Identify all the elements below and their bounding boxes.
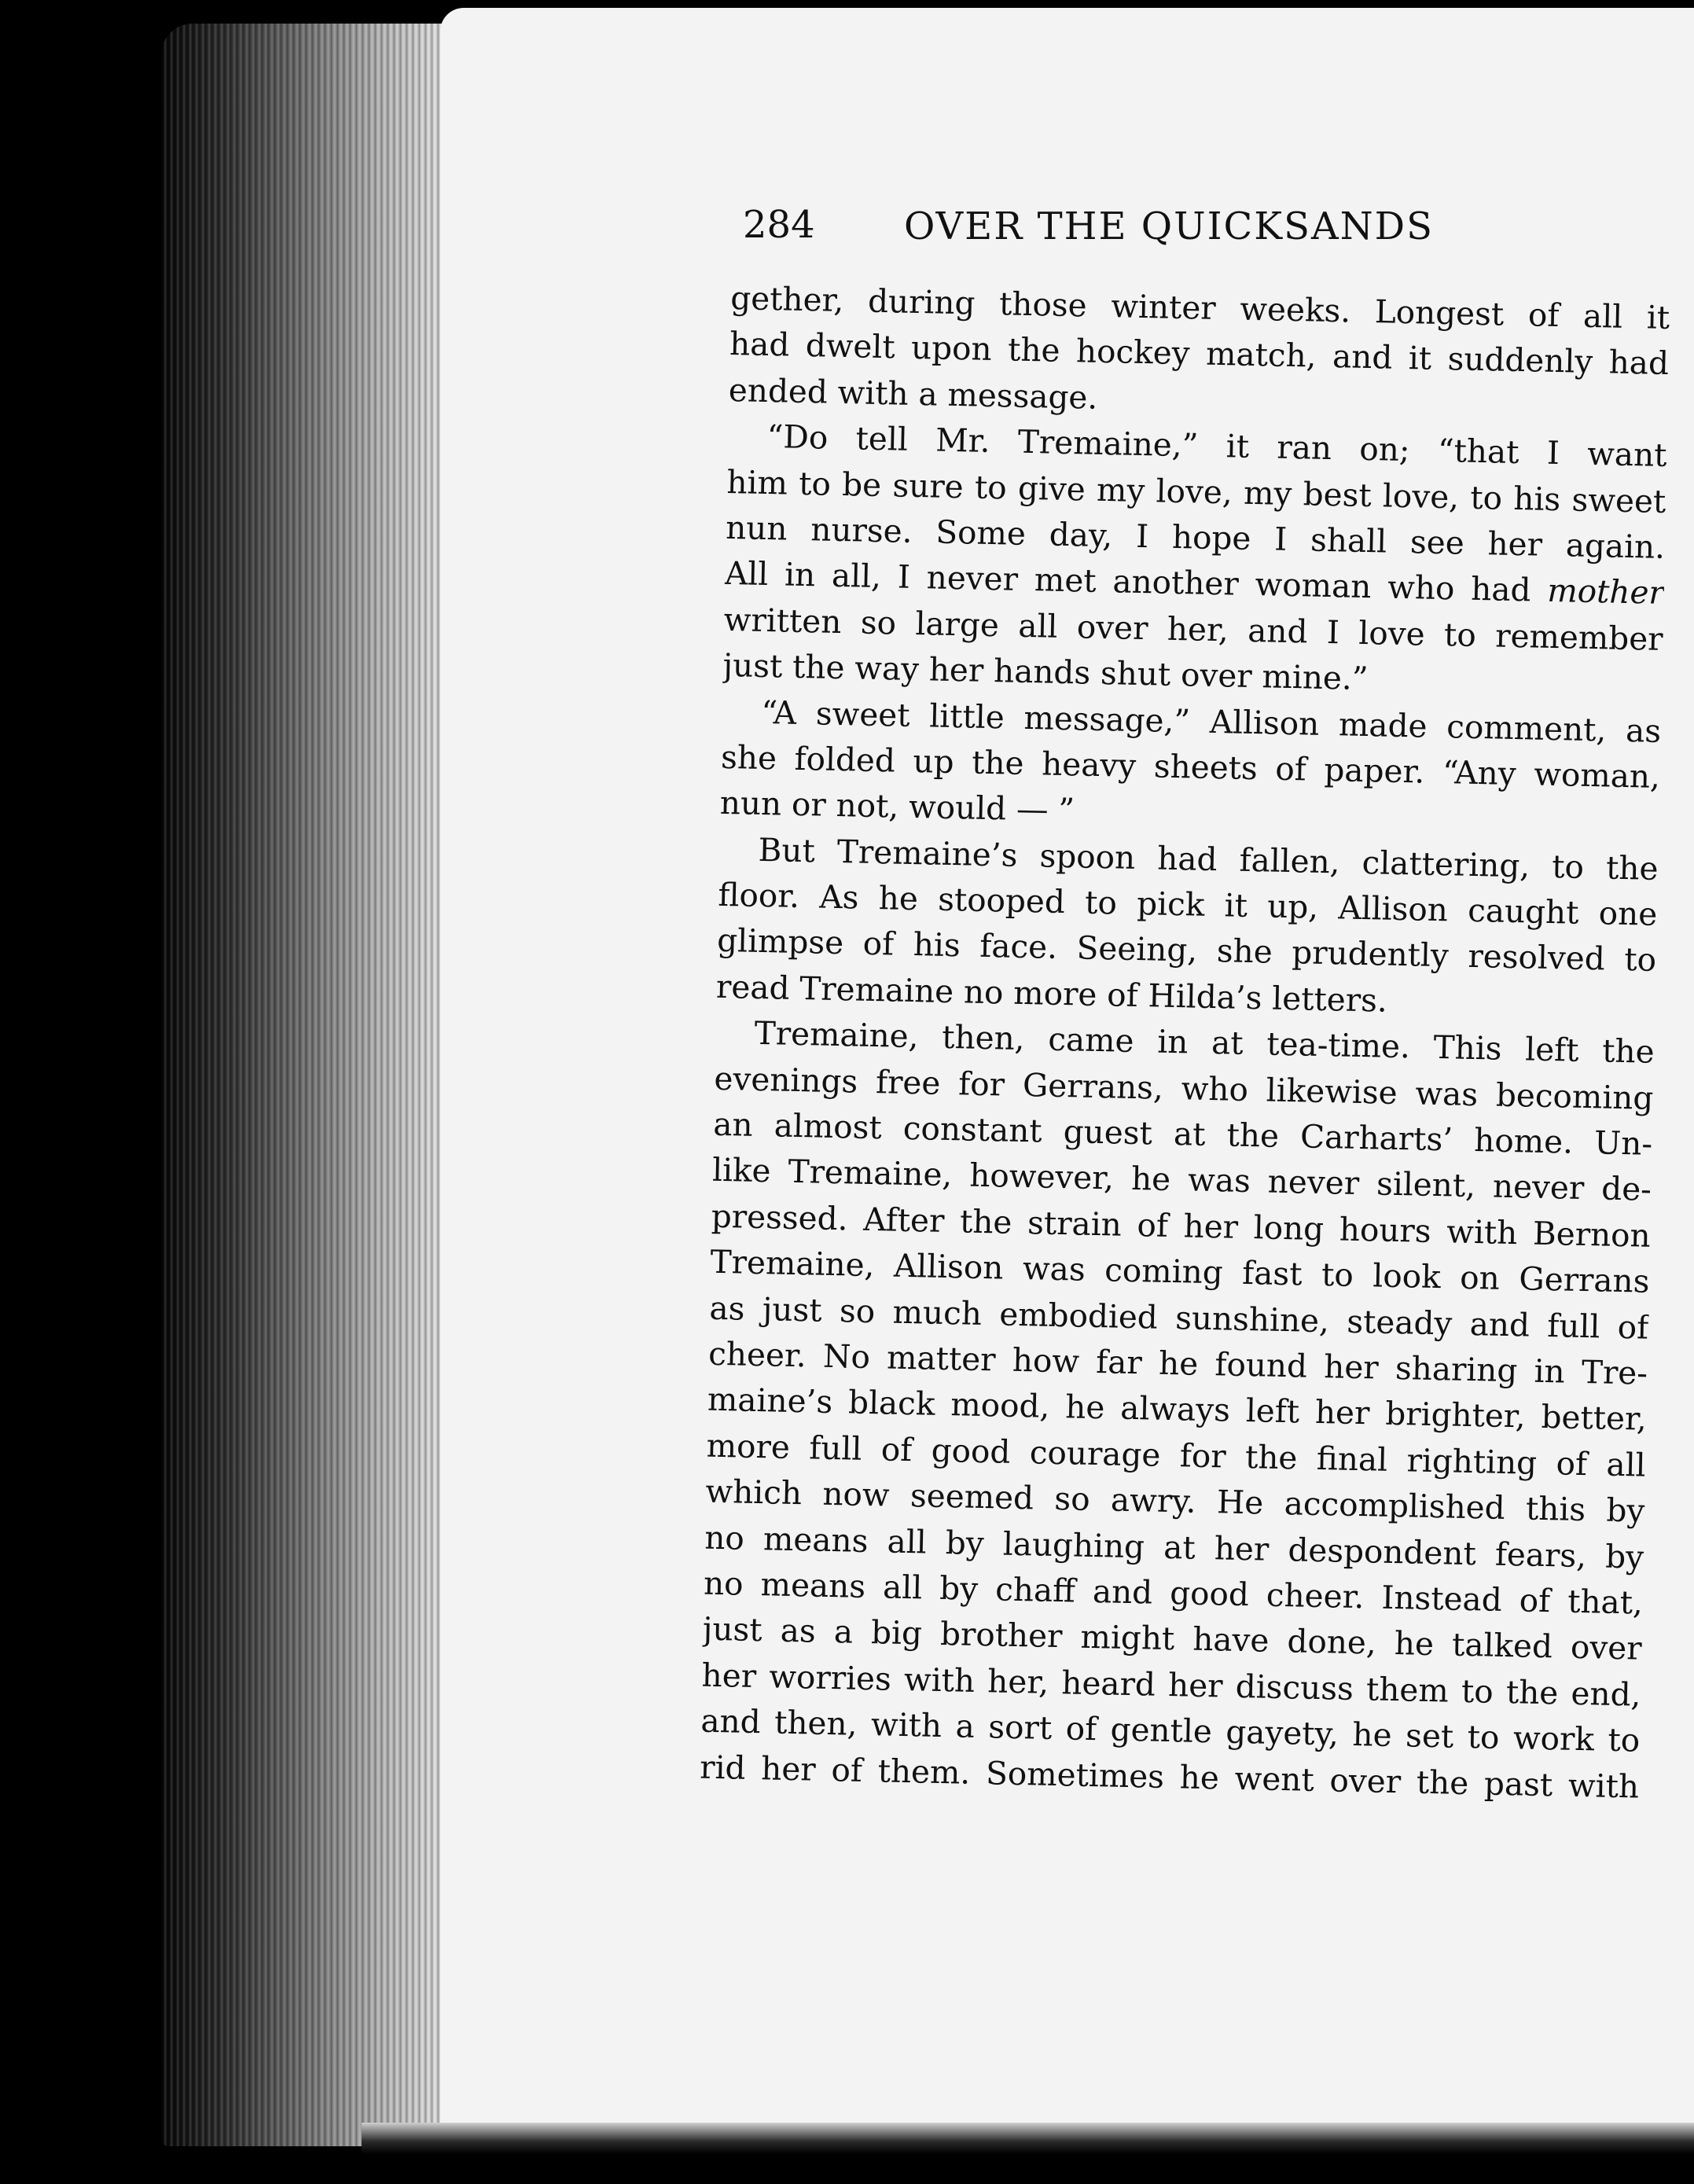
text-line: “Do tell Mr. Tremaine,” it ran on; “that I want — [766, 417, 1667, 475]
text-line: and then, with a sort of gentle gayety, he set to work to — [700, 1701, 1641, 1759]
text-line: gether, during those winter weeks. Longest of all it — [729, 278, 1670, 337]
text-line: just the way her hands shut over mine.” — [722, 646, 1369, 698]
italic-word: mother — [1546, 572, 1665, 612]
body-text — [700, 275, 1670, 1809]
text-line: an almost constant guest at the Carharts’ home. Un- — [712, 1105, 1653, 1163]
text-line: “A sweet little message,” Allison made comment, as — [760, 693, 1662, 750]
text-line: But Tremaine’s spoon had fallen, clattering, to the — [758, 830, 1659, 888]
page-number: 284 — [743, 203, 815, 247]
text-line: nun or not, would — ” — [719, 784, 1075, 829]
text-line: read Tremaine no more of Hilda’s letters. — [715, 967, 1388, 1020]
running-title: OVER THE QUICKSANDS — [904, 204, 1435, 248]
text-line: cheer. No matter how far he found her sharing in Tre- — [707, 1334, 1648, 1392]
text-line: pressed. After the strain of her long hours with Bernon — [711, 1197, 1652, 1255]
text-line: written so large all over her, and I love to remember — [723, 600, 1664, 658]
text-line: as just so much embodied sunshine, steady and full of — [708, 1289, 1649, 1347]
text-line: Tremaine, then, came in at tea-time. This left the — [754, 1014, 1655, 1072]
text-line: just as a big brother might have done, he talked over — [702, 1609, 1643, 1667]
text-line: she folded up the heavy sheets of paper. “Any woman, — [720, 737, 1661, 796]
text-line: rid her of them. Sometimes he went over the past with — [699, 1748, 1640, 1806]
text-line: him to be sure to give my love, my best love, to his sweet — [726, 462, 1666, 520]
text-line: more full of good courage for the final righting of all — [706, 1426, 1647, 1484]
text-line: evenings free for Gerrans, who likewise was becoming — [714, 1059, 1654, 1117]
text-line: no means all by laughing at her despondent fears, by — [704, 1518, 1644, 1576]
text-line: Tremaine, Allison was coming fast to look on Gerrans — [710, 1242, 1650, 1300]
text-line: like Tremaine, however, he was never silent, never de- — [711, 1151, 1652, 1209]
text-line: had dwelt upon the hockey match, and it suddenly had — [729, 325, 1670, 383]
text-line: glimpse of his face. Seeing, she prudently resolved to — [716, 921, 1657, 980]
running-head — [743, 203, 1686, 266]
text-line: floor. As he stooped to pick it up, Allison caught one — [717, 875, 1658, 933]
text-line: which now seemed so awry. He accomplished this by — [705, 1472, 1645, 1530]
text-line: her worries with her, heard her discuss them to the end, — [701, 1656, 1641, 1714]
text-line: nun nurse. Some day, I hope I shall see her again. — [725, 508, 1666, 566]
text-line: maine’s black mood, he always left her brighter, better, — [707, 1381, 1648, 1439]
text-line: ended with a message. — [728, 370, 1098, 417]
page-bottom-shadow — [362, 2123, 1694, 2154]
text-line: no means all by chaff and good cheer. Instead of that, — [703, 1564, 1644, 1622]
text-fragment: All in all, I never met another woman who had — [724, 554, 1531, 609]
